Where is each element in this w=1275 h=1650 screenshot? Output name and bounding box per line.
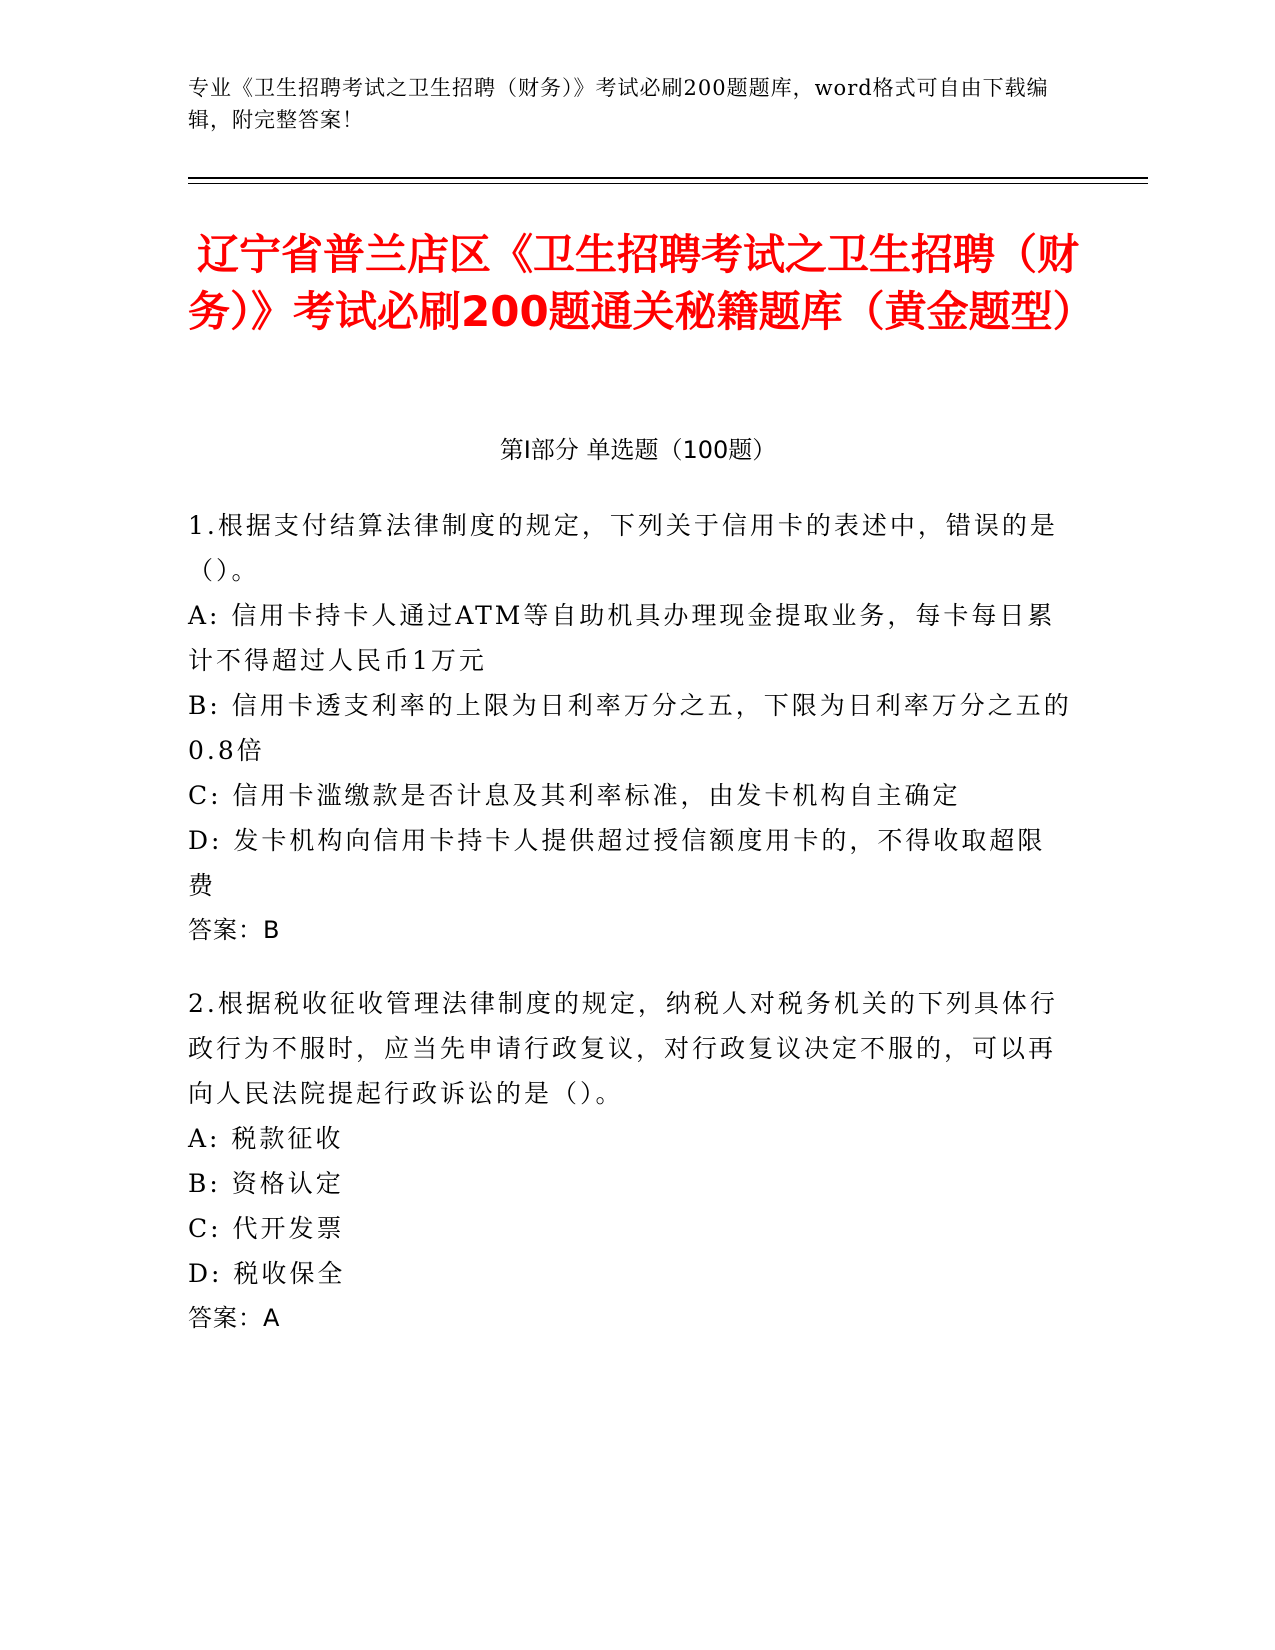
option-a: A: 信用卡持卡人通过ATM等自助机具办理现金提取业务，每卡每日累计不得超过人民币1万元 xyxy=(188,601,1056,675)
header-divider-thick xyxy=(188,177,1148,179)
question-text: 2.根据税收征收管理法律制度的规定，纳税人对税务机关的下列具体行政行为不服时，应当先申请行政复议，对行政复议决定不服的，可以再向人民法院提起行政诉讼的是（）。 xyxy=(188,989,1058,1108)
option-c: C: 代开发票 xyxy=(188,1214,345,1243)
option-d: D: 发卡机构向信用卡持卡人提供超过授信额度用卡的，不得收取超限费 xyxy=(188,826,1046,900)
answer: 答案：A xyxy=(188,1304,281,1332)
question-2 xyxy=(188,981,1073,1341)
question-1 xyxy=(188,503,1073,953)
section-title: 第I部分 单选题（100题） xyxy=(499,436,777,464)
document-title: 辽宁省普兰店区《卫生招聘考试之卫生招聘（财务）》考试必刷200题通关秘籍题库（黄金题型） xyxy=(188,230,1095,336)
option-d: D: 税收保全 xyxy=(188,1259,346,1288)
header-divider-thin xyxy=(188,183,1148,184)
option-b: B: 资格认定 xyxy=(188,1169,344,1198)
option-b: B: 信用卡透支利率的上限为日利率万分之五，下限为日利率万分之五的0.8倍 xyxy=(188,691,1072,765)
option-c: C: 信用卡滥缴款是否计息及其利率标准，由发卡机构自主确定 xyxy=(188,781,961,810)
answer: 答案：B xyxy=(188,916,281,944)
question-text: 1.根据支付结算法律制度的规定，下列关于信用卡的表述中，错误的是（）。 xyxy=(188,511,1058,585)
header-note: 专业《卫生招聘考试之卫生招聘（财务）》考试必刷200题题库，word格式可自由下载编辑，附完整答案！ xyxy=(188,76,1049,132)
option-a: A: 税款征收 xyxy=(188,1124,344,1153)
